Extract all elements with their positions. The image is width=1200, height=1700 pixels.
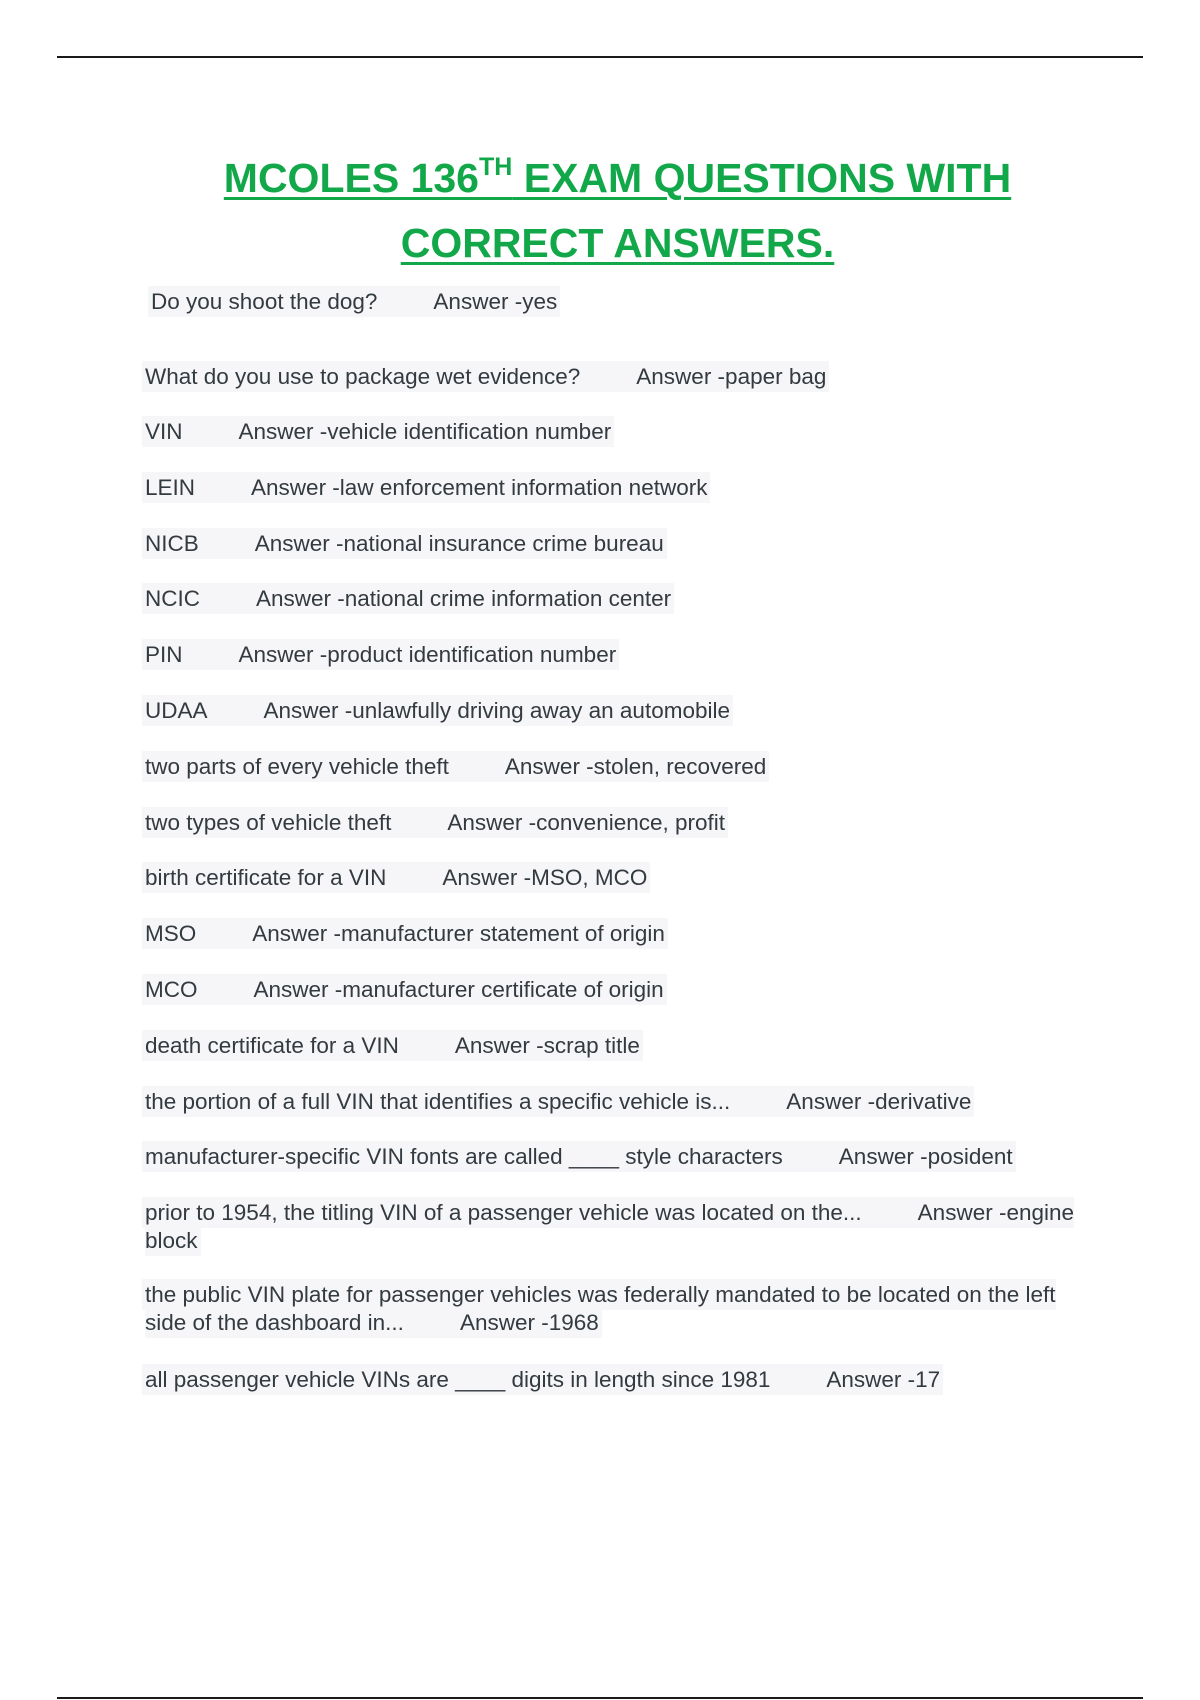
qa-item bbox=[145, 641, 1095, 669]
question-text: the portion of a full VIN that identifies a specific vehicle is... bbox=[145, 1089, 731, 1114]
qa-item bbox=[145, 1199, 1095, 1255]
question-text: UDAA bbox=[145, 698, 208, 723]
answer-text: Answer -stolen, recovered bbox=[504, 754, 767, 779]
qa-item bbox=[145, 976, 1095, 1004]
qa-item bbox=[145, 753, 1095, 781]
footer-rule bbox=[57, 1697, 1143, 1699]
answer-text: Answer -manufacturer certificate of origin bbox=[253, 977, 664, 1002]
header-rule bbox=[57, 56, 1143, 58]
answer-text: Answer -engine block bbox=[145, 1200, 1075, 1253]
qa-item bbox=[145, 363, 1095, 391]
title-line-2: CORRECT ANSWERS. bbox=[400, 220, 835, 266]
question-text: LEIN bbox=[145, 475, 196, 500]
answer-text: Answer -national crime information center bbox=[256, 586, 672, 611]
question-text: Do you shoot the dog? bbox=[151, 289, 378, 314]
answer-text: Answer -law enforcement information network bbox=[251, 475, 708, 500]
question-text: MSO bbox=[145, 921, 197, 946]
answer-text: Answer -manufacturer statement of origin bbox=[252, 921, 665, 946]
answer-text: Answer -vehicle identification number bbox=[238, 419, 612, 444]
answer-text: Answer -convenience, profit bbox=[447, 810, 726, 835]
qa-item bbox=[145, 585, 1095, 613]
question-text: MCO bbox=[145, 977, 198, 1002]
answer-text: Answer -paper bag bbox=[636, 364, 827, 389]
title-line-1: MCOLES 136TH EXAM QUESTIONS WITH bbox=[223, 153, 1012, 201]
qa-item bbox=[151, 288, 1101, 316]
answer-text: Answer -derivative bbox=[786, 1089, 972, 1114]
document-title bbox=[0, 146, 1200, 276]
answer-text: Answer -unlawfully driving away an automobile bbox=[263, 698, 730, 723]
question-text: two types of vehicle theft bbox=[145, 810, 392, 835]
question-text: PIN bbox=[145, 642, 183, 667]
question-text: What do you use to package wet evidence? bbox=[145, 364, 581, 389]
answer-text: Answer -17 bbox=[826, 1367, 941, 1392]
question-text: NCIC bbox=[145, 586, 200, 611]
question-text: manufacturer-specific VIN fonts are called ____ style characters bbox=[145, 1144, 783, 1169]
answer-text: Answer -posident bbox=[838, 1144, 1013, 1169]
question-text: death certificate for a VIN bbox=[145, 1033, 399, 1058]
qa-item bbox=[145, 530, 1095, 558]
answer-text: Answer -product identification number bbox=[238, 642, 617, 667]
question-text: birth certificate for a VIN bbox=[145, 865, 387, 890]
qa-item bbox=[145, 1143, 1095, 1171]
question-text: NICB bbox=[145, 531, 199, 556]
qa-item bbox=[145, 864, 1095, 892]
qa-item bbox=[145, 809, 1095, 837]
question-text: prior to 1954, the titling VIN of a passenger vehicle was located on the... bbox=[145, 1200, 862, 1225]
answer-text: Answer -national insurance crime bureau bbox=[254, 531, 664, 556]
answer-text: Answer -MSO, MCO bbox=[442, 865, 648, 890]
qa-item bbox=[145, 1281, 1095, 1337]
qa-item bbox=[145, 474, 1095, 502]
qa-item bbox=[145, 1366, 1095, 1394]
question-text: two parts of every vehicle theft bbox=[145, 754, 449, 779]
answer-text: Answer -yes bbox=[433, 289, 558, 314]
qa-item bbox=[145, 418, 1095, 446]
answer-text: Answer -scrap title bbox=[454, 1033, 640, 1058]
qa-item bbox=[145, 1088, 1095, 1116]
qa-item bbox=[145, 920, 1095, 948]
qa-item bbox=[145, 1032, 1095, 1060]
answer-text: Answer -1968 bbox=[459, 1310, 599, 1335]
question-text: VIN bbox=[145, 419, 183, 444]
qa-item bbox=[145, 697, 1095, 725]
question-text: the public VIN plate for passenger vehicles was federally mandated to be located on the left side of the dashboard in... bbox=[145, 1282, 1056, 1335]
title-superscript: TH bbox=[479, 153, 513, 181]
question-text: all passenger vehicle VINs are ____ digits in length since 1981 bbox=[145, 1367, 771, 1392]
